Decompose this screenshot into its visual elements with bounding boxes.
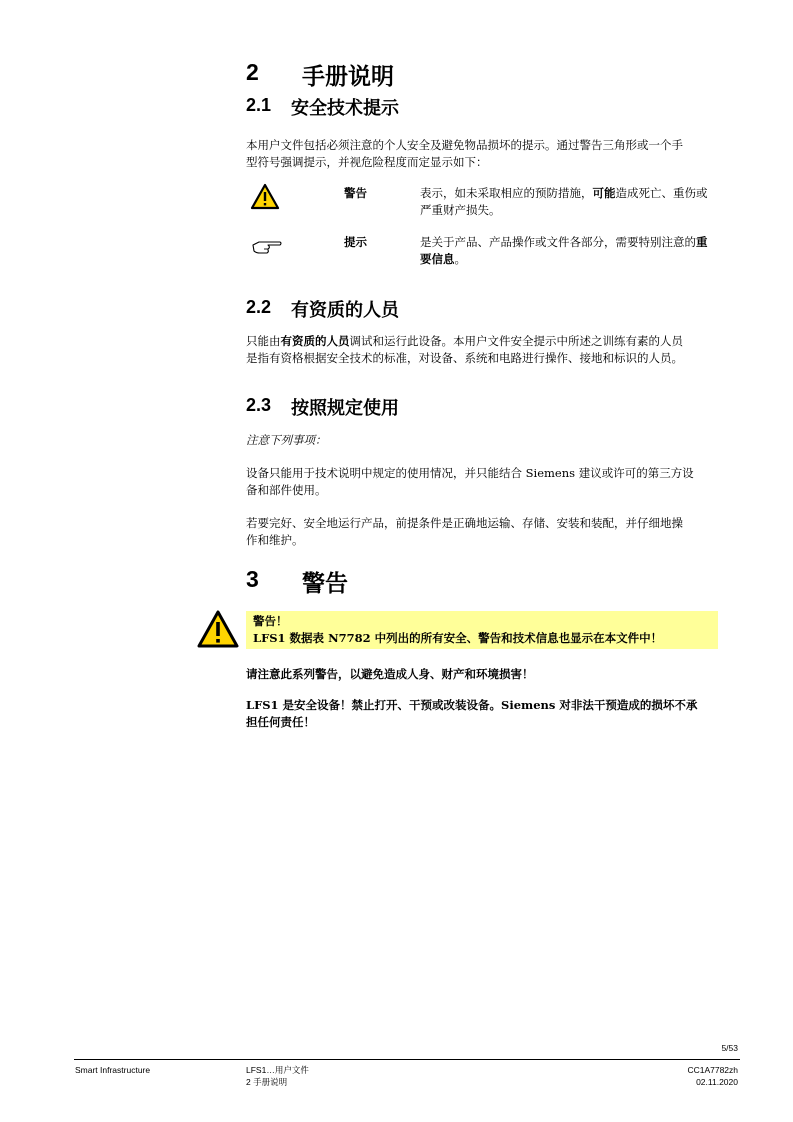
section-2-2-title: 有资质的人员 xyxy=(291,300,399,321)
footer-divider xyxy=(74,1059,740,1060)
section-2-3-title: 按照规定使用 xyxy=(291,398,399,419)
footer-doc-title: LFS1…用户文件 xyxy=(246,1065,309,1075)
para-text: 只能由 xyxy=(246,334,281,348)
para-line: 作和维护。 xyxy=(246,533,304,547)
para-line: 若要完好、安全地运行产品，前提条件是正确地运输、存储、安装和装配，并仔细地操 xyxy=(246,516,683,530)
footer-doc-code: CC1A7782zh xyxy=(687,1065,738,1075)
warning-description xyxy=(420,185,740,219)
para-line: 是指有资格根据安全技术的标准，对设备、系统和电路进行操作、接地和标识的人员。 xyxy=(246,351,683,365)
notice-label: 提示 xyxy=(344,235,367,249)
section-2-1-number: 2.1 xyxy=(246,95,272,115)
warning-triangle-icon xyxy=(196,609,240,653)
section-2-3-note: 注意下列事项： xyxy=(246,433,327,447)
section-3-paragraph-1: 请注意此系列警告，以避免造成人身、财产和环境损害！ xyxy=(246,667,534,681)
footer-doc-section: 2 手册说明 xyxy=(246,1077,288,1087)
para-line: 备和部件使用。 xyxy=(246,483,327,497)
section-2-title: 手册说明 xyxy=(302,64,394,90)
footer-doc-date: 02.11.2020 xyxy=(696,1077,738,1087)
para-line xyxy=(246,333,736,350)
para-text: 调试和运行此设备。本用户文件安全提示中所述之训练有素的人员 xyxy=(349,334,683,348)
warning-box-text: LFS1 数据表 N7782 中列出的所有安全、警告和技术信息也显示在本文件中！ xyxy=(253,631,663,645)
pointing-hand-icon xyxy=(251,238,283,260)
warning-triangle-icon xyxy=(250,183,280,214)
footer-code-date xyxy=(620,1064,738,1088)
section-3-paragraph-2 xyxy=(246,697,736,731)
para-line: LFS1 是安全设备！禁止打开、干预或改装设备。Siemens 对非法干预造成的损坏不承 xyxy=(246,698,698,712)
section-3-number: 3 xyxy=(246,566,259,592)
para-emphasis: 有资质的人员 xyxy=(280,334,350,348)
section-2-2-number: 2.2 xyxy=(246,297,272,317)
notice-text-end: 。 xyxy=(454,252,466,266)
warning-box xyxy=(246,611,718,649)
notice-text-emphasis: 要信息 xyxy=(420,252,455,266)
section-2-2-paragraph xyxy=(246,333,736,367)
para-line: 设备只能用于技术说明中规定的使用情况，并只能结合 Siemens 建议或许可的第三方设 xyxy=(246,466,694,480)
notice-text-a: 是关于产品、产品操作或文件各部分，需要特别注意的 xyxy=(420,235,696,249)
para-line: 型符号强调提示，并视危险程度而定显示如下： xyxy=(246,155,488,169)
section-2-number: 2 xyxy=(246,59,259,85)
warning-line: 严重财产损失。 xyxy=(420,203,501,217)
section-2-1-title: 安全技术提示 xyxy=(291,98,399,119)
warning-text-c: 造成死亡、重伤或 xyxy=(615,186,708,200)
para-line: 担任何责任！ xyxy=(246,715,315,729)
section-3-title: 警告 xyxy=(302,571,348,597)
warning-text-emphasis: 可能 xyxy=(592,186,616,200)
section-2-1-paragraph xyxy=(246,137,736,171)
section-2-3-paragraph-2 xyxy=(246,515,736,549)
notice-line xyxy=(420,251,740,268)
section-2-3-paragraph-1 xyxy=(246,465,736,499)
footer-document xyxy=(246,1064,309,1088)
footer-company: Smart Infrastructure xyxy=(75,1065,151,1075)
page-number: 5/53 xyxy=(721,1043,738,1053)
para-line: 本用户文件包括必须注意的个人安全及避免物品损坏的提示。通过警告三角形或一个手 xyxy=(246,138,683,152)
warning-line xyxy=(420,185,740,202)
notice-line xyxy=(420,234,740,251)
notice-text-emphasis: 重 xyxy=(696,235,708,249)
section-2-3-number: 2.3 xyxy=(246,395,272,415)
warning-label: 警告 xyxy=(344,186,367,200)
warning-box-heading: 警告！ xyxy=(253,614,288,628)
notice-description xyxy=(420,234,740,268)
warning-text-a: 表示，如未采取相应的预防措施， xyxy=(420,186,593,200)
